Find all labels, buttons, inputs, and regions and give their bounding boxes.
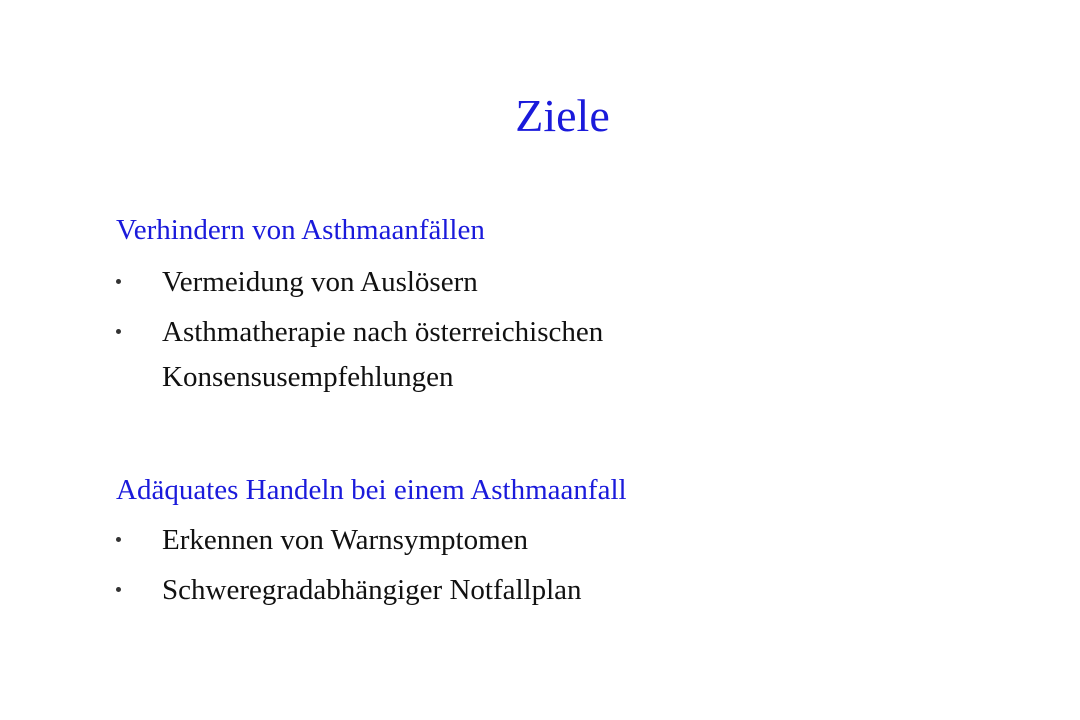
bullet-icon (116, 587, 121, 592)
section-heading-emergency: Adäquates Handeln bei einem Asthmaanfall (116, 474, 627, 506)
bullet-item-text: Schweregradabhängiger Notfallplan (162, 574, 582, 606)
bullet-item-text: Vermeidung von Auslösern (162, 266, 478, 298)
bullet-item-text: Asthmatherapie nach österreichischen (162, 316, 604, 348)
bullet-item (116, 568, 582, 613)
bullet-item-continuation: Konsensusempfehlungen (162, 361, 454, 393)
bullet-icon (116, 537, 121, 542)
slide-title: Ziele (515, 90, 610, 141)
bullet-icon (116, 279, 121, 284)
section-heading-prevention: Verhindern von Asthmaanfällen (116, 214, 485, 246)
bullet-item (116, 310, 603, 400)
bullet-item (116, 260, 478, 305)
bullet-item (116, 518, 528, 563)
bullet-item-text: Erkennen von Warnsymptomen (162, 524, 528, 556)
bullet-icon (116, 329, 121, 334)
